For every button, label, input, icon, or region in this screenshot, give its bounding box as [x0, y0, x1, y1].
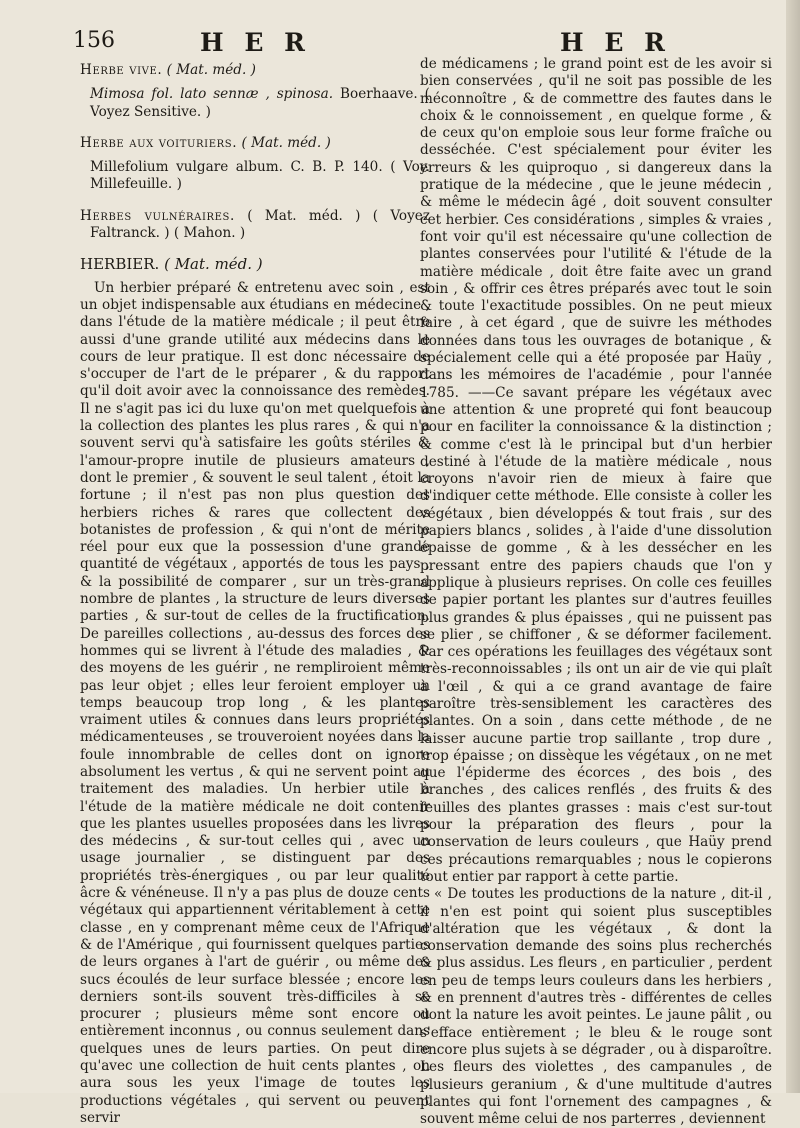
entry-tag: ( Mat. méd. ) ( Voyez Faltranck. ) ( Mahon. ) [90, 207, 430, 242]
running-head-right: H E R [560, 28, 671, 57]
entry-tag: ( Mat. méd. ) [164, 255, 263, 274]
entry-reference: Boerhaave. ( Voyez Sensitive. ) [90, 86, 430, 120]
entry-tag: ( Mat. méd. ) [166, 62, 256, 78]
herbier-paragraph: Un herbier préparé & entretenu avec soin , est un objet indispensable aux étudians en médecine , dans l'étude de la matière médicale ; il peut être aussi d'une grande utilité aux médecins dans le cours de leur pratique. Il est donc nécessaire de s'occuper de l'art de le préparer , & du rapport qu'il doit avoir avec la connoissance des remèdes. Il ne s'agit pas ici du luxe qu'on met quelquefois à la collection des plantes les plus rares , & qui n'a souvent servi qu'à satisfaire les goûts stériles & l'amour-propre inutile de plusieurs amateurs , dont le premier , & souvent le seul talent , étoit la fortune ; il n'est pas non plus question des herbiers riches & rares que collectent des botanistes de profession , & qui n'ont de mérite réel pour eux que la possession d'une grande quantité de végétaux , apportés de tous les pays , & la possibilité de comparer , sur un très-grand nombre de plantes , la structure de leurs diverses parties , & sur-tout de celles de la fructification. De pareilles collections , au-dessus des forces des hommes qui se livrent à l'étude des maladies , & des moyens de les guérir , ne rempliroient même pas leur objet ; elles leur feroient employer un temps beaucoup trop long , & les plantes vraiment utiles & connues dans leurs propriétés médicamenteuses , se trouveroient noyées dans la foule innombrable de celles dont on ignore absolument les vertus , & qui ne servent point au traitement des maladies. Un herbier utile à l'étude de la matière médicale ne doit contenir que les plantes usuelles proposées dans les livres des médecins , & sur-tout celles qui , avec un usage journalier , se distinguent par des propriétés très-énergiques , ou par leur qualité âcre & vénéneuse. Il n'y a pas plus de douze cents végétaux qui appartiennent véritablement à cette classe , en y comprenant même ceux de l'Afrique & de l'Amérique , qui fournissent quelques parties de leurs organes à l'art de guérir , ou même des sucs écoulés de leur surface blessée ; encore les derniers sont-ils souvent très-difficiles à se procurer ; plusieurs même sont encore ou entièrement inconnus , ou connus seulement dans quelques unes de leurs parties. On peut dire qu'avec une collection de huit cents plantes , on aura sous les yeux l'image de toutes les productions végétales , qui servent ou peuvent servir [80, 279, 430, 1126]
right-column [420, 56, 772, 1128]
left-column [80, 62, 430, 1127]
entry-headword: Herbes vulnéraires. [80, 207, 235, 224]
page-number: 156 [73, 28, 115, 53]
entry-herbe-vive [80, 62, 430, 79]
entry-headword: Herbe vive. [80, 62, 163, 78]
entry-title: HERBIER. [80, 255, 160, 274]
latin-name: Mimosa fol. lato sennæ , spinosa. [90, 86, 334, 103]
entry-text [80, 86, 430, 121]
page-spine-shadow [786, 0, 800, 1093]
entry-headword: Herbe aux voituriers. [80, 134, 238, 151]
running-head-left: H E R [200, 28, 311, 57]
herbier-paragraph-continued: de médicamens ; le grand point est de les avoir si bien conservées , qu'il ne soit pas possible de les méconnoître , & de commettre des fautes dans le choix & le connoissement , en quelque forme , & de ceux qu'on emploie sous leur forme fraîche ou desséchée. C'est spécialement pour éviter les erreurs & les quiproquo , si dangereux dans la pratique de la médecine , que le jeune médecin , & même le médecin âgé , doit souvent consulter cet herbier. Ces considérations , simples & vraies , font voir qu'il est nécessaire qu'une collection de plantes conservées pour l'utilité & l'étude de la matière médicale , doit être faite avec un grand soin , & offrir ces êtres préparés avec tout le soin & toute l'exactitude possibles. On ne peut mieux faire , à cet égard , que de suivre les méthodes données dans tous les ouvrages de botanique , & spécialement celle qui a été proposée par Haüy , dans les mémoires de l'académie , pour l'année 1785. ——Ce savant prépare les végétaux avec une attention & une propreté qui font beaucoup pour en faciliter la connoissance & la distinction ; & comme c'est là le principal but d'un herbier destiné à l'étude de la matière médicale , nous croyons n'avoir rien de mieux à faire que d'indiquer cette méthode. Elle consiste à coller les végétaux , bien développés & tout frais , sur des papiers blancs , solides , à l'aide d'une dissolution épaisse de gomme , & à les dessécher en les pressant entre des papiers chauds que l'on y applique à plusieurs reprises. On colle ces feuilles de papier portant les plantes sur d'autres feuilles plus grandes & plus épaisses , qui ne puissent pas se plier , se chiffoner , & se déformer facilement. Par ces opérations les feuillages des végétaux sont très-reconnoissables ; ils ont un air de vie qui plaît à l'œil , & qui a ce grand avantage de faire paroître très-sensiblement les caractères des plantes. On a soin , dans cette méthode , de ne laisser aucune partie trop saillante , trop dure , trop épaisse ; on dissèque les végétaux , on ne met que l'épiderme des écorces , des bois , des branches , des calices renflés , des fruits & des feuilles des plantes grasses : mais c'est sur-tout pour la préparation des fleurs , pour la conservation de leurs couleurs , que Haüy prend ces précautions remarquables ; nous le copierons tout entier par rapport à cette partie. [420, 56, 772, 885]
entry-herbier-heading [80, 256, 430, 273]
hauy-quotation: « De toutes les productions de la nature , dit-il , il n'en est point qui soient plus susceptibles d'altération que les végétaux , & dont la conservation demande des soins plus recherchés & plus assidus. Les fleurs , en particulier , perdent en peu de temps leurs couleurs dans les herbiers , & en prennent d'autres très - différentes de celles dont la nature les avoit peintes. Le jaune pâlit , ou s'efface entièrement ; le bleu & le rouge sont encore plus sujets à se dégrader , ou à disparoître. Les fleurs des violettes , des campanules , de plusieurs geranium , & d'une multitude d'autres plantes qui font l'ornement des campagnes , & souvent même celui de nos parterres , deviennent [420, 886, 772, 1128]
entry-text: Millefolium vulgare album. C. B. P. 140. ( Voy. Millefeuille. ) [90, 159, 430, 193]
entry-tag: ( Mat. méd. ) [241, 134, 331, 151]
entry-herbes-vulneraires [80, 208, 430, 243]
entry-herbe-voituriers [80, 135, 430, 152]
